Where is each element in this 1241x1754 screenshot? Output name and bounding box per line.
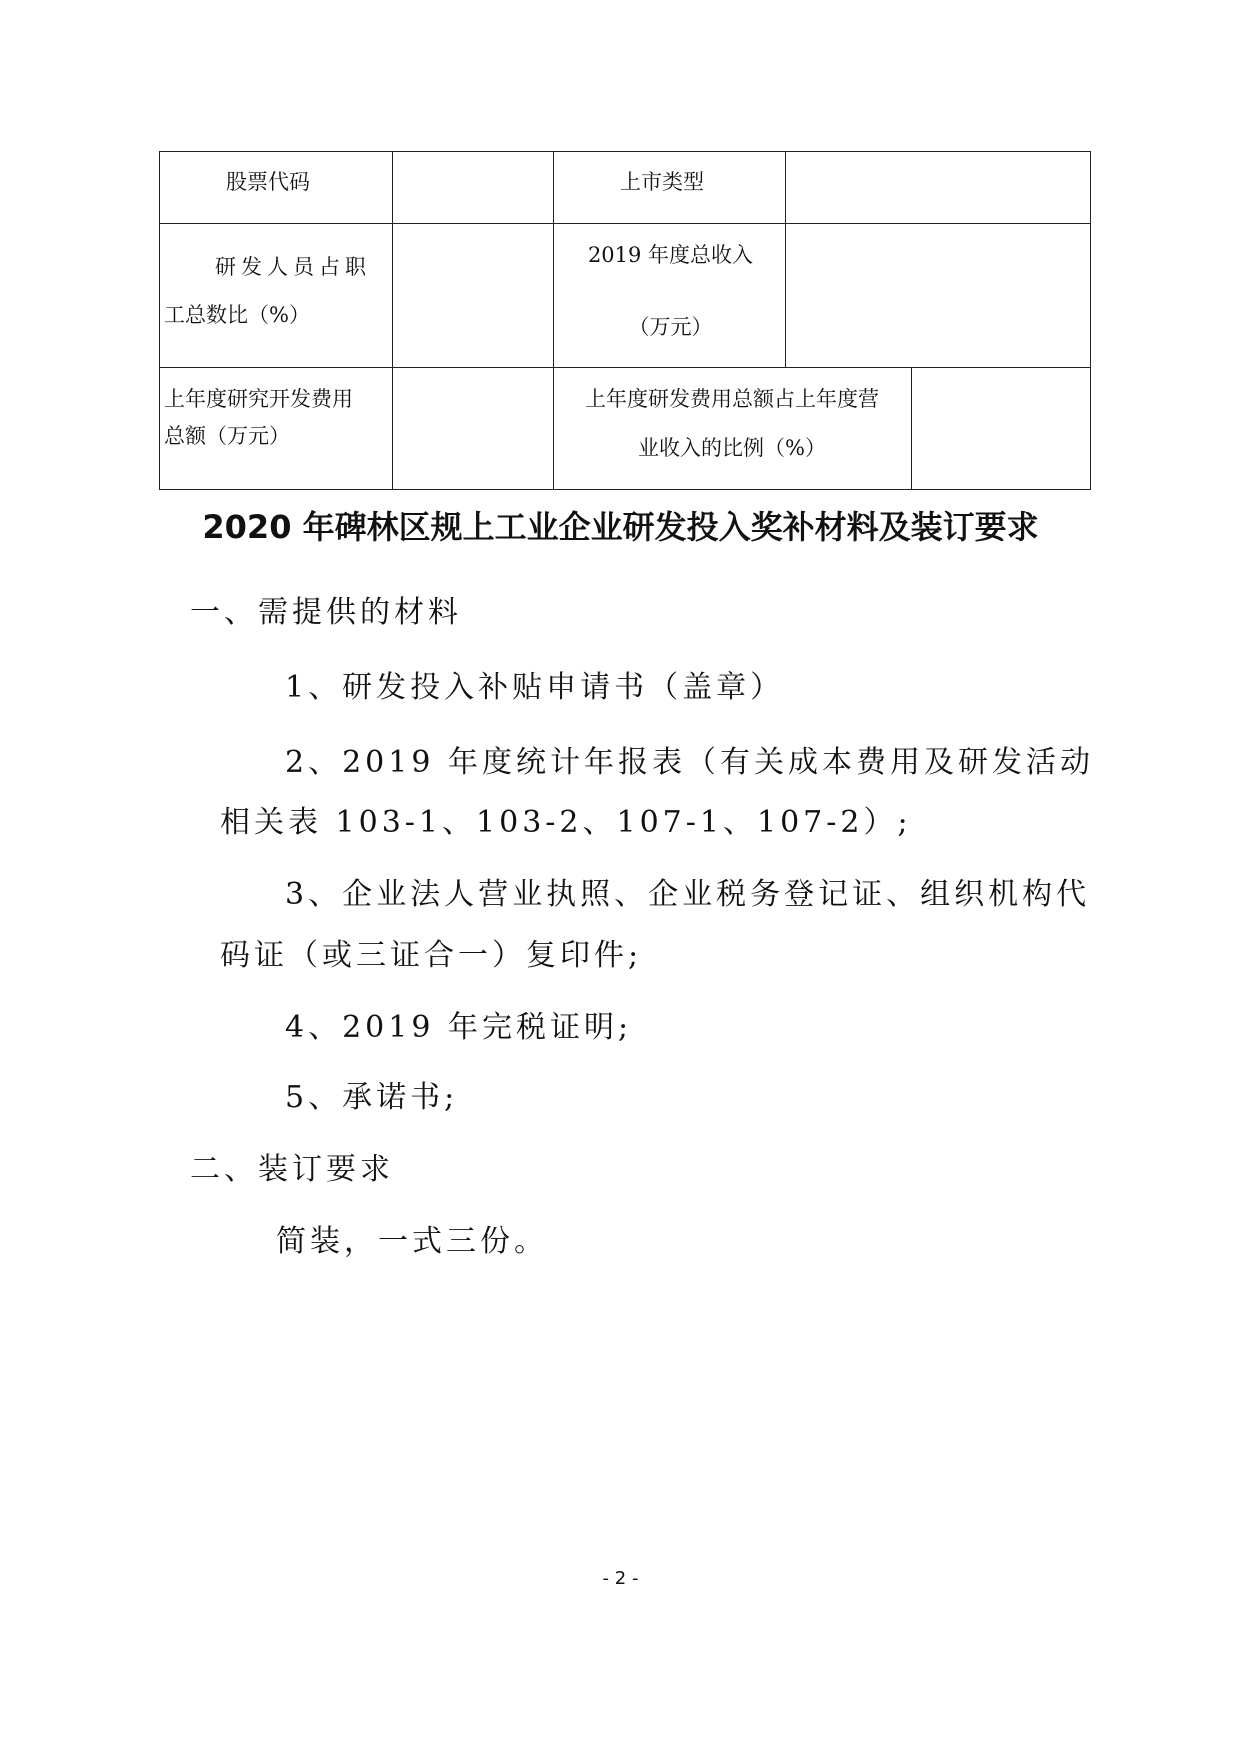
- list-item: 3、企业法人营业执照、企业税务登记证、组织机构代: [285, 877, 1091, 912]
- list-item: 码证（或三证合一）复印件;: [220, 938, 643, 973]
- section1-heading: 一、需提供的材料: [190, 595, 462, 630]
- listing-type-label: 上市类型: [620, 170, 704, 194]
- rd-expense-label-line2: 总额（万元）: [164, 424, 290, 448]
- stock-code-label: 股票代码: [226, 170, 310, 194]
- list-item: 2、2019 年度统计年报表（有关成本费用及研发活动: [285, 745, 1094, 780]
- rd-expense-label-line1: 上年度研究开发费用: [164, 387, 353, 411]
- table-col-divider: [785, 152, 786, 367]
- rd-staff-ratio-label-line1: 研发人员占职: [215, 255, 371, 279]
- table-row-divider: [160, 223, 1090, 224]
- table-col-divider: [392, 152, 393, 489]
- list-item: 5、承诺书;: [285, 1080, 459, 1115]
- table-row-divider: [160, 367, 1090, 368]
- table-col-divider: [911, 367, 912, 489]
- list-item: 1、研发投入补贴申请书（盖章）: [285, 670, 785, 705]
- section2-heading: 二、装订要求: [190, 1152, 394, 1187]
- list-item: 相关表 103-1、103-2、107-1、107-2）;: [220, 805, 912, 840]
- total-income-label-line2: （万元）: [628, 315, 713, 339]
- table-col-divider: [553, 152, 554, 489]
- rd-ratio-label-line2: 业收入的比例（%）: [638, 436, 826, 460]
- total-income-label-line1: 2019 年度总收入: [587, 243, 754, 267]
- info-form-table: [159, 151, 1091, 490]
- binding-text: 简装，一式三份。: [276, 1224, 548, 1259]
- rd-staff-ratio-label-line2: 工总数比（%）: [164, 303, 310, 327]
- rd-ratio-label-line1: 上年度研发费用总额占上年度营: [585, 387, 879, 411]
- document-title: 2020 年碑林区规上工业企业研发投入奖补材料及装订要求: [202, 508, 1039, 546]
- page-number: - 2 -: [602, 1568, 639, 1589]
- list-item: 4、2019 年完税证明;: [285, 1010, 633, 1045]
